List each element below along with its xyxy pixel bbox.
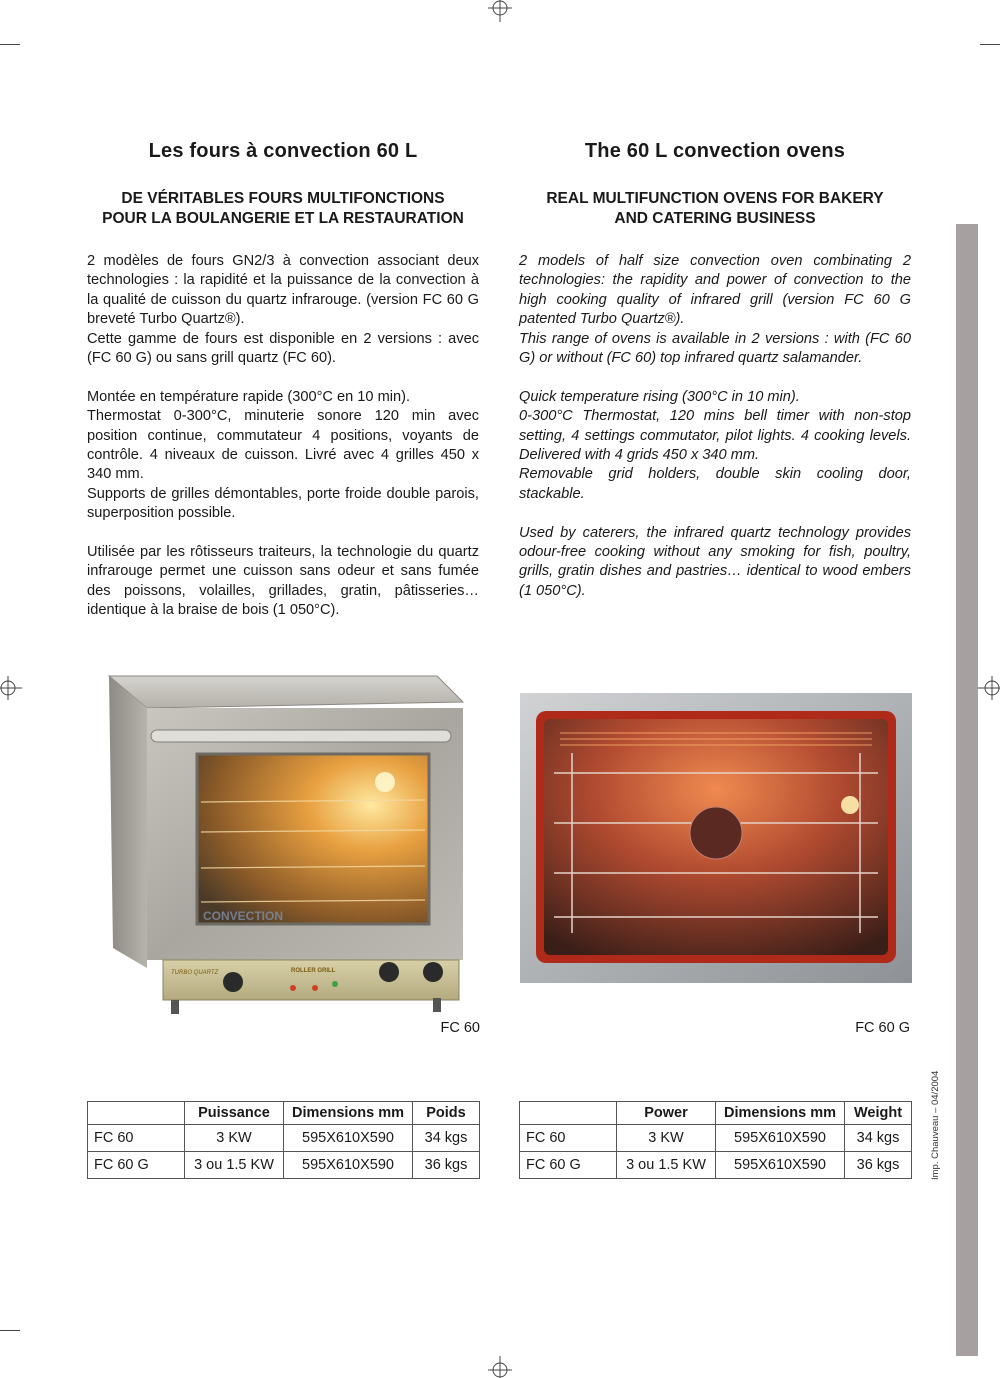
french-column (87, 140, 479, 640)
panel-brand-text: ROLLER GRILL (291, 968, 336, 974)
english-paragraph-2 (519, 388, 911, 504)
table-row (88, 1152, 480, 1179)
english-title: The 60 L convection ovens (584, 140, 846, 162)
table-cell: 36 kgs (413, 1152, 480, 1179)
table-header-cell (88, 1102, 185, 1125)
english-body (519, 252, 911, 601)
table-header-cell: Poids (413, 1102, 480, 1125)
table-cell: FC 60 (520, 1125, 617, 1152)
fc60-oven-photo (105, 672, 465, 1020)
text-line: Quick temperature rising (300°C in 10 min). (519, 388, 800, 405)
crop-mark-top (478, 0, 522, 22)
table-header-cell (520, 1102, 617, 1125)
table-cell: FC 60 (88, 1125, 185, 1152)
french-subtitle-line2: POUR LA BOULANGERIE ET LA RESTAURATION (102, 210, 464, 227)
gray-sidebar (956, 224, 978, 1356)
english-subtitle-line1: REAL MULTIFUNCTION OVENS FOR BAKERY (546, 190, 884, 207)
text-line: Supports de grilles démontables, porte froide double parois, superposition possible. (87, 485, 479, 522)
french-title: Les fours à convection 60 L (148, 140, 418, 162)
text-line: Utilisée par les rôtisseurs traiteurs, la technologie du quartz infrarouge permet une cuisson sans odeur et sans fumée des poissons, volailles, grillades, gratin, pâtisseries… identique à la braise de bois (1 050°C). (87, 544, 479, 619)
thermostat-knob-icon (223, 972, 243, 992)
english-paragraph-3 (519, 524, 911, 602)
text-line: This range of ovens is available in 2 versions : with (FC 60 G) or without (FC 60) top infrared quartz salamander. (519, 330, 911, 367)
table-header-cell: Power (617, 1102, 716, 1125)
text-line: 2 modèles de fours GN2/3 à convection associant deux technologies : la rapidité et la puissance de la convection à la qualité de cuisson du quartz infrarouge. (version FC 60 G breveté Turbo Quartz®). (87, 253, 479, 328)
pilot-light-icon (312, 985, 318, 991)
french-paragraph-3 (87, 543, 479, 621)
text-line: Removable grid holders, double skin cooling door, stackable. (519, 466, 911, 502)
fc60-caption: FC 60 (440, 1020, 480, 1036)
imprint-text: Imp. Chauveau – 04/2004 (930, 1070, 941, 1180)
text-line: 2 models of half size convection oven combinating 2 technologies: the rapidity and power of convection to the high cooking quality of infrared grill (version FC 60 G patented Turbo Quartz®). (519, 253, 911, 328)
table-header-row (88, 1102, 480, 1125)
text-line: Used by caterers, the infrared quartz technology provides odour-free cooking without any smoking for fish, poultry, grills, gratin dishes and pastries… identical to wood embers (1 050°C). (519, 524, 911, 599)
english-column (519, 140, 911, 621)
table-cell: 3 ou 1.5 KW (617, 1152, 716, 1179)
corner-mark-tr (980, 44, 1000, 45)
timer-knob-icon (379, 962, 399, 982)
table-header-cell: Puissance (185, 1102, 284, 1125)
table-cell: 3 KW (617, 1125, 716, 1152)
english-subtitle-line2: AND CATERING BUSINESS (614, 210, 816, 227)
table-cell: 595X610X590 (284, 1152, 413, 1179)
crop-mark-bottom (478, 1356, 522, 1378)
fan-icon (690, 807, 742, 859)
table-cell: 595X610X590 (716, 1125, 845, 1152)
table-cell: FC 60 G (520, 1152, 617, 1179)
text-line: 0-300°C Thermostat, 120 mins bell timer with non-stop setting, 4 settings commutator, pilot lights. 4 cooking levels. Delivered with 4 grids 450 x 340 mm. (519, 408, 911, 464)
table-row (520, 1152, 912, 1179)
crop-mark-right (978, 666, 1000, 710)
table-header-cell: Dimensions mm (284, 1102, 413, 1125)
french-paragraph-2 (87, 388, 479, 524)
pilot-light-icon (332, 981, 338, 987)
table-cell: 595X610X590 (284, 1125, 413, 1152)
pilot-light-icon (290, 985, 296, 991)
french-subtitle (87, 189, 479, 229)
panel-model-text: TURBO QUARTZ (171, 970, 219, 976)
table-cell: FC 60 G (88, 1152, 185, 1179)
table-header-cell: Weight (845, 1102, 912, 1125)
table-row (88, 1125, 480, 1152)
english-subtitle (519, 189, 911, 229)
table-header-cell: Dimensions mm (716, 1102, 845, 1125)
corner-mark-tl (0, 44, 20, 45)
table-cell: 3 ou 1.5 KW (185, 1152, 284, 1179)
corner-mark-bl (0, 1330, 20, 1331)
table-cell: 36 kgs (845, 1152, 912, 1179)
text-line: Thermostat 0-300°C, minuterie sonore 120 min avec position continue, commutateur 4 positions, voyants de contrôle. 4 niveaux de cuisson. Livré avec 4 grilles 450 x 340 mm. (87, 408, 479, 483)
french-body (87, 252, 479, 621)
english-spec-table (519, 1101, 912, 1179)
fc60g-interior-photo (520, 693, 912, 983)
text-line: Cette gamme de fours est disponible en 2 versions : avec (FC 60 G) ou sans grill quartz (FC 60). (87, 330, 479, 367)
table-row (520, 1125, 912, 1152)
fc60g-caption: FC 60 G (855, 1020, 910, 1036)
french-spec-table (87, 1101, 480, 1179)
table-header-row (520, 1102, 912, 1125)
table-cell: 34 kgs (845, 1125, 912, 1152)
table-cell: 3 KW (185, 1125, 284, 1152)
french-paragraph-1 (87, 252, 479, 368)
selector-knob-icon (423, 962, 443, 982)
table-cell: 34 kgs (413, 1125, 480, 1152)
french-subtitle-line1: DE VÉRITABLES FOURS MULTIFONCTIONS (121, 190, 445, 207)
door-brand-text: CONVECTION (203, 909, 284, 923)
table-cell: 595X610X590 (716, 1152, 845, 1179)
text-line: Montée en température rapide (300°C en 10 min). (87, 388, 411, 405)
crop-mark-left (0, 666, 22, 710)
english-paragraph-1 (519, 252, 911, 368)
